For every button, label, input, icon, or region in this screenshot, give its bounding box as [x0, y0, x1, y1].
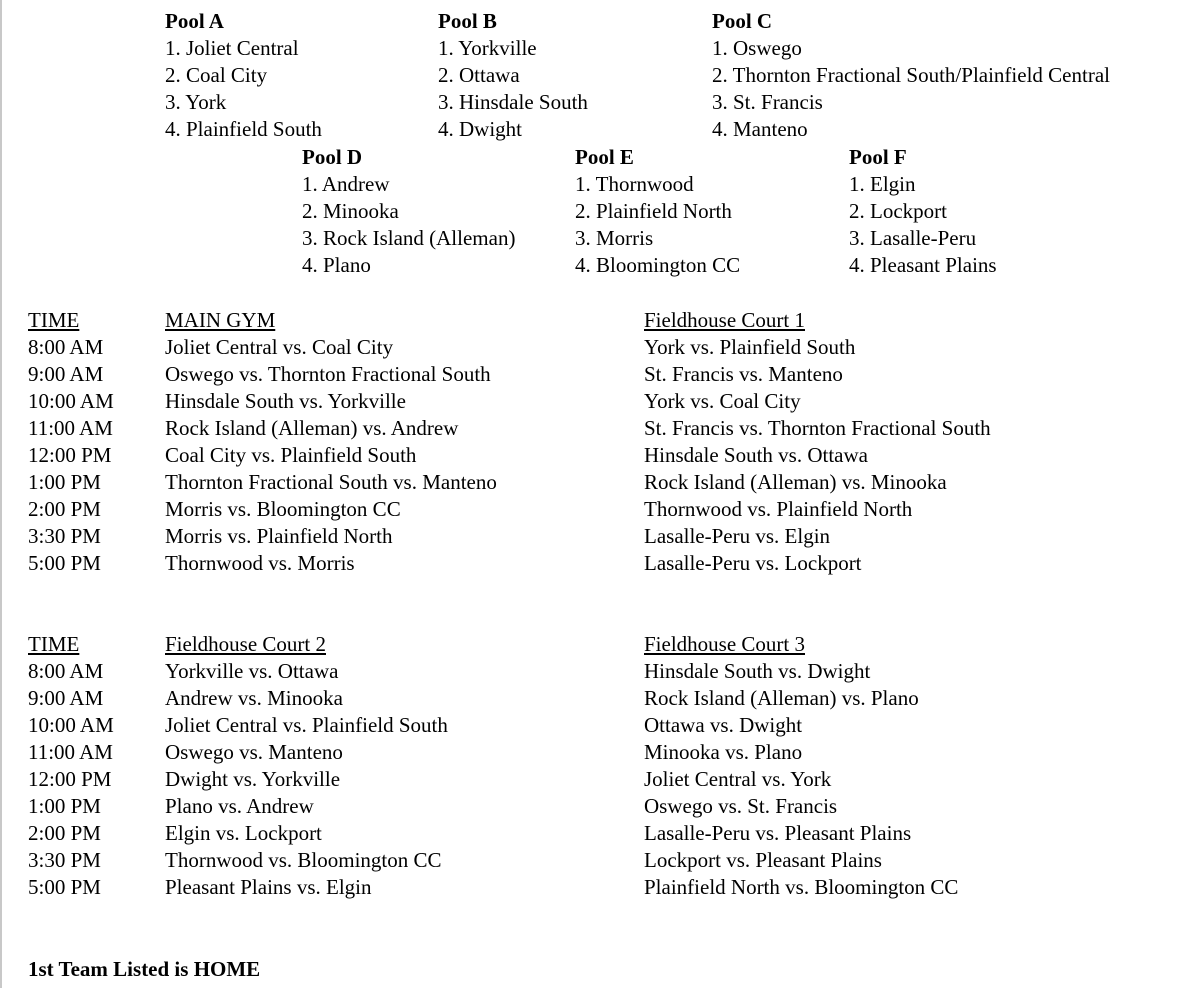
matchup: York vs. Plainfield South [644, 335, 856, 359]
matchup: Oswego vs. Manteno [165, 740, 343, 764]
matchup: Coal City vs. Plainfield South [165, 443, 417, 467]
matchup: Hinsdale South vs. Ottawa [644, 443, 868, 467]
court-header: MAIN GYM [165, 308, 276, 332]
pool-title: Pool B [438, 9, 497, 33]
home-team-note: 1st Team Listed is HOME [28, 957, 261, 981]
matchup: Thornton Fractional South vs. Manteno [165, 470, 497, 494]
matchup: Thornwood vs. Bloomington CC [165, 848, 442, 872]
pool-team: 3. York [165, 90, 227, 114]
matchup: Rock Island (Alleman) vs. Plano [644, 686, 919, 710]
time-slot: 12:00 PM [28, 767, 112, 791]
pool-team: 4. Manteno [712, 117, 808, 141]
time-column [28, 631, 114, 901]
matchup: Ottawa vs. Dwight [644, 713, 803, 737]
matchup: Lasalle-Peru vs. Lockport [644, 551, 862, 575]
pool-team: 2. Coal City [165, 63, 268, 87]
matchup: Lasalle-Peru vs. Pleasant Plains [644, 821, 912, 845]
matchup: St. Francis vs. Manteno [644, 362, 843, 386]
time-slot: 8:00 AM [28, 659, 104, 683]
pool-team: 4. Bloomington CC [575, 253, 741, 277]
matchup: Joliet Central vs. Plainfield South [165, 713, 448, 737]
time-slot: 9:00 AM [28, 686, 104, 710]
matchup: Lockport vs. Pleasant Plains [644, 848, 882, 872]
pool-team: 3. St. Francis [712, 90, 823, 114]
time-slot: 1:00 PM [28, 794, 101, 818]
matchup: Rock Island (Alleman) vs. Minooka [644, 470, 947, 494]
pool-team: 2. Plainfield North [575, 199, 732, 223]
time-slot: 11:00 AM [28, 416, 113, 440]
pool-title: Pool C [712, 9, 773, 33]
time-slot: 8:00 AM [28, 335, 104, 359]
time-slot: 5:00 PM [28, 551, 101, 575]
matchup: Thornwood vs. Plainfield North [644, 497, 913, 521]
pool-team: 3. Rock Island (Alleman) [302, 226, 516, 250]
matchup: Elgin vs. Lockport [165, 821, 322, 845]
matchup: Andrew vs. Minooka [165, 686, 343, 710]
matchup: York vs. Coal City [644, 389, 801, 413]
time-slot: 10:00 AM [28, 389, 114, 413]
court-header: Fieldhouse Court 2 [165, 632, 326, 656]
pool-team: 2. Thornton Fractional South/Plainfield Central [712, 63, 1110, 87]
matchup: Dwight vs. Yorkville [165, 767, 341, 791]
matchup: St. Francis vs. Thornton Fractional South [644, 416, 991, 440]
time-slot: 5:00 PM [28, 875, 101, 899]
matchup: Thornwood vs. Morris [165, 551, 355, 575]
time-slot: 12:00 PM [28, 443, 112, 467]
matchup: Plano vs. Andrew [165, 794, 314, 818]
pool-title: Pool F [849, 145, 907, 169]
schedule-court-2-court-3 [0, 631, 1200, 901]
matchup: Joliet Central vs. Coal City [165, 335, 394, 359]
matchup: Rock Island (Alleman) vs. Andrew [165, 416, 459, 440]
pool-team: 4. Plainfield South [165, 117, 322, 141]
pool-title: Pool A [165, 9, 224, 33]
matchup: Oswego vs. Thornton Fractional South [165, 362, 491, 386]
pool-title: Pool E [575, 145, 634, 169]
fieldhouse-court-3-column [644, 631, 958, 901]
fieldhouse-court-1-column [644, 307, 991, 577]
pool-d [302, 144, 515, 279]
court-header: Fieldhouse Court 1 [644, 308, 805, 332]
schedule-main-gym-court-1 [0, 307, 1200, 577]
main-gym-column [165, 307, 497, 577]
pool-team: 3. Hinsdale South [438, 90, 588, 114]
time-slot: 2:00 PM [28, 497, 101, 521]
time-slot: 2:00 PM [28, 821, 101, 845]
matchup: Plainfield North vs. Bloomington CC [644, 875, 959, 899]
pool-team: 3. Lasalle-Peru [849, 226, 977, 250]
pool-c [712, 8, 1110, 143]
pool-team: 4. Pleasant Plains [849, 253, 997, 277]
fieldhouse-court-2-column [165, 631, 448, 901]
matchup: Hinsdale South vs. Dwight [644, 659, 871, 683]
pool-team: 1. Andrew [302, 172, 390, 196]
pool-team: 3. Morris [575, 226, 654, 250]
pool-b [438, 8, 588, 143]
matchup: Morris vs. Plainfield North [165, 524, 393, 548]
pool-a [165, 8, 322, 143]
time-slot: 1:00 PM [28, 470, 101, 494]
pool-team: 2. Ottawa [438, 63, 520, 87]
pool-team: 4. Plano [302, 253, 371, 277]
pool-team: 4. Dwight [438, 117, 522, 141]
pool-team: 1. Yorkville [438, 36, 537, 60]
time-slot: 10:00 AM [28, 713, 114, 737]
matchup: Minooka vs. Plano [644, 740, 803, 764]
matchup: Pleasant Plains vs. Elgin [165, 875, 372, 899]
time-header: TIME [28, 308, 80, 332]
time-header: TIME [28, 632, 80, 656]
time-column [28, 307, 114, 577]
pool-team: 1. Joliet Central [165, 36, 299, 60]
pool-e [575, 144, 740, 279]
pool-team: 2. Lockport [849, 199, 947, 223]
pool-f [849, 144, 997, 279]
matchup: Morris vs. Bloomington CC [165, 497, 401, 521]
matchup: Oswego vs. St. Francis [644, 794, 838, 818]
time-slot: 9:00 AM [28, 362, 104, 386]
pool-team: 1. Thornwood [575, 172, 694, 196]
pool-team: 2. Minooka [302, 199, 399, 223]
time-slot: 3:30 PM [28, 848, 101, 872]
court-header: Fieldhouse Court 3 [644, 632, 805, 656]
matchup: Lasalle-Peru vs. Elgin [644, 524, 831, 548]
pool-title: Pool D [302, 145, 363, 169]
matchup: Hinsdale South vs. Yorkville [165, 389, 406, 413]
pool-team: 1. Elgin [849, 172, 916, 196]
matchup: Joliet Central vs. York [644, 767, 832, 791]
time-slot: 11:00 AM [28, 740, 113, 764]
matchup: Yorkville vs. Ottawa [165, 659, 339, 683]
pool-team: 1. Oswego [712, 36, 802, 60]
time-slot: 3:30 PM [28, 524, 101, 548]
